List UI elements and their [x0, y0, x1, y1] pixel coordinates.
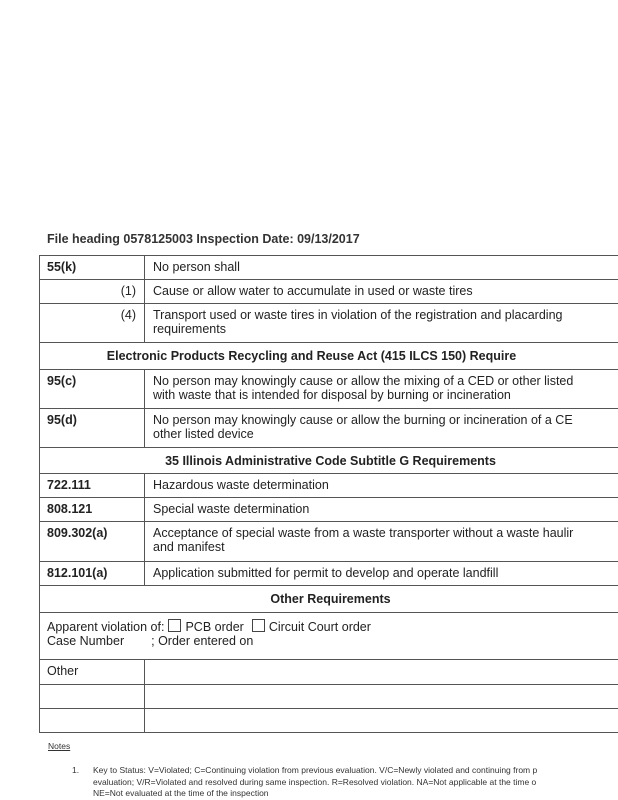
citation-description: No person shall [145, 256, 618, 280]
citation-description [145, 522, 618, 562]
table-row [40, 562, 618, 586]
description-line: Acceptance of special waste from a waste transporter without a waste haulir [153, 526, 574, 540]
note-line: Key to Status: V=Violated; C=Continuing violation from previous evaluation. V/C=Newly violated and continuing from p [93, 765, 538, 775]
table-row [40, 660, 618, 685]
citation-description: Special waste determination [145, 498, 618, 522]
table-row [40, 709, 618, 733]
description-line: and manifest [153, 540, 225, 554]
citation-description: Application submitted for permit to develop and operate landfill [145, 562, 618, 586]
note-number: 1. [72, 765, 80, 775]
blank-cell [145, 685, 618, 709]
description-line: with waste that is intended for disposal by burning or incineration [153, 388, 511, 402]
table-row [40, 370, 618, 409]
table-row [40, 280, 618, 304]
description-line: Transport used or waste tires in violation of the registration and placarding [153, 308, 563, 322]
citation-description: Cause or allow water to accumulate in used or waste tires [145, 280, 618, 304]
table-row [40, 448, 618, 474]
case-number-line [47, 634, 618, 648]
section-header: Electronic Products Recycling and Reuse Act (415 ILCS 150) Require [40, 343, 618, 370]
circuit-court-order-label: Circuit Court order [268, 620, 371, 634]
citation-description [145, 409, 618, 448]
citation-code: 722.111 [40, 474, 145, 498]
table-row [40, 522, 618, 562]
apparent-violation-row [40, 613, 618, 660]
circuit-court-order-checkbox[interactable] [252, 619, 265, 632]
table-row [40, 343, 618, 370]
table-row [40, 409, 618, 448]
notes-title: Notes [48, 741, 71, 751]
table-row [40, 256, 618, 280]
order-entered-label: ; Order entered on [151, 634, 254, 648]
section-header: Other Requirements [40, 586, 618, 613]
pcb-order-checkbox[interactable] [168, 619, 181, 632]
blank-cell [40, 685, 145, 709]
citation-description [145, 304, 618, 343]
file-heading: File heading 0578125003 Inspection Date: 09/13/2017 [47, 232, 360, 246]
citation-description: Hazardous waste determination [145, 474, 618, 498]
description-line: other listed device [153, 427, 254, 441]
section-header: 35 Illinois Administrative Code Subtitle G Requirements [40, 448, 618, 474]
table-row [40, 586, 618, 613]
citation-code: 812.101(a) [40, 562, 145, 586]
note-line: NE=Not evaluated at the time of the inspection [93, 788, 269, 798]
blank-cell [40, 709, 145, 733]
note-line: evaluation; V/R=Violated and resolved during same inspection. R=Resolved violation. NA=Not applicable at the time o [93, 776, 537, 787]
citation-description [145, 370, 618, 409]
description-line: requirements [153, 322, 226, 336]
pcb-order-label: PCB order [185, 620, 244, 634]
note-text [93, 765, 537, 800]
description-line: No person may knowingly cause or allow the mixing of a CED or other listed [153, 374, 574, 388]
requirements-table [39, 255, 618, 733]
citation-code: 95(d) [40, 409, 145, 448]
other-label: Other [40, 660, 145, 685]
table-row [40, 304, 618, 343]
blank-cell [145, 709, 618, 733]
case-number-label: Case Number [47, 634, 125, 648]
other-value-cell [145, 660, 618, 685]
table-row [40, 685, 618, 709]
citation-code: 809.302(a) [40, 522, 145, 562]
citation-code: (4) [40, 304, 145, 343]
description-line: No person may knowingly cause or allow the burning or incineration of a CE [153, 413, 573, 427]
table-row [40, 474, 618, 498]
citation-code: 808.121 [40, 498, 145, 522]
apparent-violation-cell [40, 613, 618, 660]
table-row [40, 498, 618, 522]
apparent-violation-label: Apparent violation of: [47, 620, 165, 634]
citation-code: (1) [40, 280, 145, 304]
citation-code: 95(c) [40, 370, 145, 409]
citation-code: 55(k) [40, 256, 145, 280]
apparent-violation-line [47, 619, 618, 634]
